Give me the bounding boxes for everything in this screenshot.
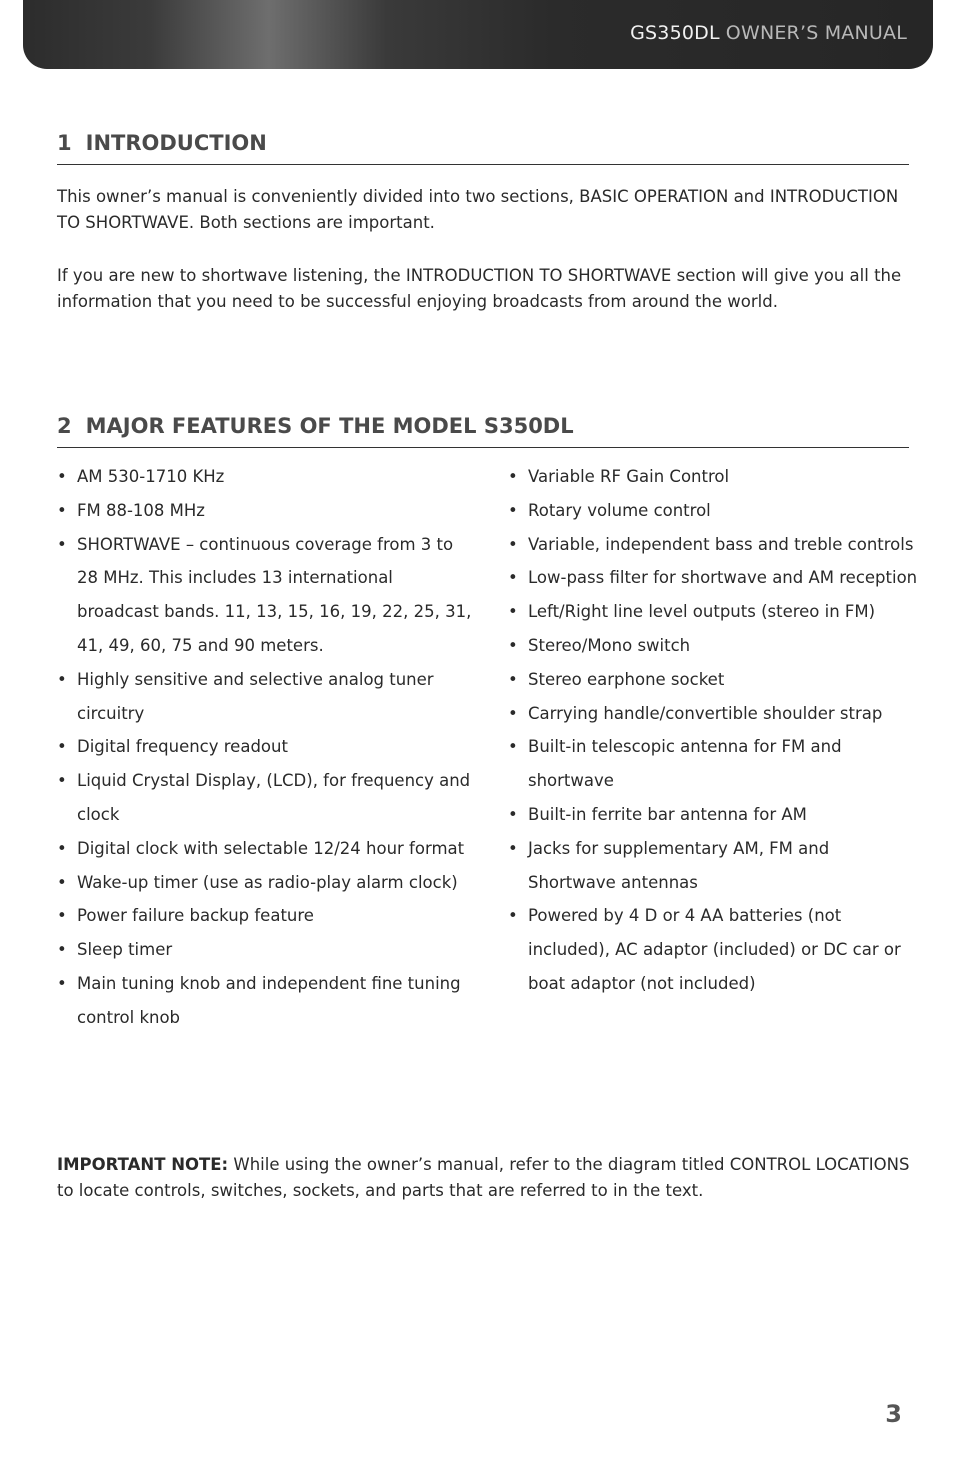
model-name: GS350DL (630, 22, 720, 44)
intro-paragraph-2: If you are new to shortwave listening, the INTRODUCTION TO SHORTWAVE section will give you all the information that you need to be successful enjoying broadcasts from around the world. (57, 266, 902, 311)
manual-title (630, 22, 907, 44)
intro-paragraph-1: This owner’s manual is conveniently divided into two sections, BASIC OPERATION and INTRODUCTION TO SHORTWAVE. Both sections are important. (57, 187, 899, 232)
list-item: • Main tuning knob and independent fine tuning control knob (57, 967, 477, 1035)
list-item: • Variable RF Gain Control (508, 460, 918, 494)
list-item: • Stereo/Mono switch (508, 629, 918, 663)
list-item: • Carrying handle/convertible shoulder strap (508, 697, 918, 731)
manual-subtitle: OWNER’S MANUAL (725, 22, 907, 44)
list-item: • Digital clock with selectable 12/24 hour format (57, 832, 477, 866)
list-item: • FM 88-108 MHz (57, 494, 477, 528)
list-item: • AM 530-1710 KHz (57, 460, 477, 494)
list-item: • Built-in telescopic antenna for FM and shortwave (508, 730, 918, 798)
list-item: • Stereo earphone socket (508, 663, 918, 697)
features-list-right (508, 460, 918, 1001)
list-item: • Rotary volume control (508, 494, 918, 528)
important-note-text: While using the owner’s manual, refer to the diagram titled CONTROL LOCATIONS to locate controls, switches, sockets, and parts that are referred to in the text. (57, 1155, 910, 1200)
page-number: 3 (885, 1400, 902, 1428)
section-number: 2 (57, 414, 72, 438)
list-item: • Liquid Crystal Display, (LCD), for frequency and clock (57, 764, 477, 832)
list-item: • Wake-up timer (use as radio-play alarm clock) (57, 866, 477, 900)
list-item: • Low-pass filter for shortwave and AM reception (508, 561, 918, 595)
list-item: • Highly sensitive and selective analog tuner circuitry (57, 663, 477, 731)
header-bar (23, 0, 933, 69)
list-item: • Variable, independent bass and treble controls (508, 528, 918, 562)
list-item: • Sleep timer (57, 933, 477, 967)
list-item: • Jacks for supplementary AM, FM and Shortwave antennas (508, 832, 918, 900)
list-item: • Digital frequency readout (57, 730, 477, 764)
list-item: • SHORTWAVE – continuous coverage from 3 to 28 MHz. This includes 13 international broadcast bands. 11, 13, 15, 16, 19, 22, 25, 31, 41, 49, 60, 75 and 90 meters. (57, 528, 477, 663)
section-heading-introduction (57, 131, 909, 165)
list-item: • Powered by 4 D or 4 AA batteries (not included), AC adaptor (included) or DC car or boat adaptor (not included) (508, 899, 918, 1000)
section-number: 1 (57, 131, 72, 155)
list-item: • Built-in ferrite bar antenna for AM (508, 798, 918, 832)
list-item: • Left/Right line level outputs (stereo in FM) (508, 595, 918, 629)
section-title: MAJOR FEATURES OF THE MODEL S350DL (85, 414, 574, 438)
important-note-label: IMPORTANT NOTE: (57, 1155, 229, 1174)
section-title: INTRODUCTION (85, 131, 267, 155)
features-list-left (57, 460, 477, 1035)
list-item: • Power failure backup feature (57, 899, 477, 933)
section-heading-features (57, 414, 909, 448)
important-note (57, 1152, 917, 1204)
